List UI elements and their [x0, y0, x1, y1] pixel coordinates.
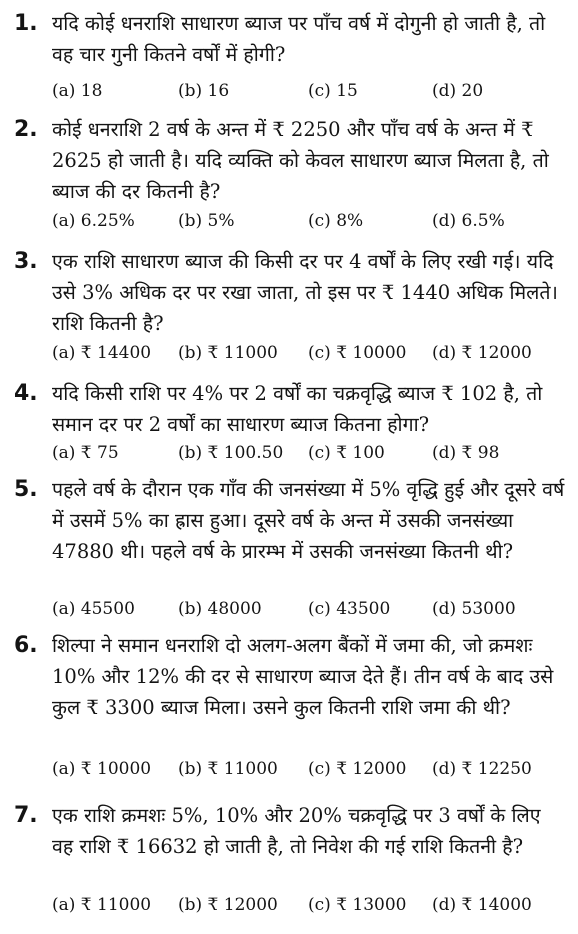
- option-c: (c) ₹ 100: [308, 443, 385, 463]
- question-text: यदि कोई धनराशि साधारण ब्याज पर पाँच वर्ष में दोगुनी हो जाती है, तो वह चार गुनी कितने वर्षों में होगी?: [52, 12, 546, 66]
- options-row: [52, 440, 567, 466]
- option-d: (d) 53000: [432, 599, 516, 619]
- options-row: [52, 340, 567, 366]
- option-b: (b) ₹ 11000: [178, 759, 278, 779]
- options-row: [52, 596, 567, 622]
- question-text: यदि किसी राशि पर 4% पर 2 वर्षों का चक्रवृद्धि ब्याज ₹ 102 है, तो समान दर पर 2 वर्षों का साधारण ब्याज कितना होगा?: [52, 382, 543, 436]
- option-d: (d) ₹ 98: [432, 443, 500, 463]
- question-number: 4.: [14, 381, 38, 406]
- option-d: (d) 20: [432, 81, 484, 101]
- option-a: (a) 45500: [52, 599, 135, 619]
- option-c: (c) 43500: [308, 599, 391, 619]
- option-a: (a) ₹ 11000: [52, 895, 152, 915]
- option-b: (b) ₹ 11000: [178, 343, 278, 363]
- option-a: (a) ₹ 14400: [52, 343, 152, 363]
- option-c: (c) 15: [308, 81, 358, 101]
- question-text: कोई धनराशि 2 वर्ष के अन्त में ₹ 2250 और पाँच वर्ष के अन्त में ₹ 2625 हो जाती है। यदि व्यक्ति को केवल साधारण ब्याज मिलता है, तो ब्याज की दर कितनी है?: [52, 118, 549, 203]
- option-c: (c) ₹ 10000: [308, 343, 407, 363]
- options-row: [52, 208, 567, 234]
- option-d: (d) ₹ 14000: [432, 895, 532, 915]
- question-text: एक राशि साधारण ब्याज की किसी दर पर 4 वर्षों के लिए रखी गई। यदि उसे 3% अधिक दर पर रखा जाता, तो इस पर ₹ 1440 अधिक मिलते। राशि कितनी है?: [52, 250, 558, 335]
- question-text: शिल्पा ने समान धनराशि दो अलग-अलग बैंकों में जमा की, जो क्रमशः 10% और 12% की दर से साधारण ब्याज देते हैं। तीन वर्ष के बाद उसे कुल ₹ 3300 ब्याज मिला। उसने कुल कितनी राशि जमा की थी?: [52, 634, 554, 719]
- question-number: 6.: [14, 633, 38, 658]
- question-number: 7.: [14, 803, 38, 828]
- question-number: 2.: [14, 117, 38, 142]
- option-b: (b) ₹ 12000: [178, 895, 278, 915]
- option-a: (a) 18: [52, 81, 103, 101]
- option-c: (c) ₹ 12000: [308, 759, 407, 779]
- option-a: (a) 6.25%: [52, 211, 135, 231]
- option-c: (c) ₹ 13000: [308, 895, 407, 915]
- option-a: (a) ₹ 10000: [52, 759, 152, 779]
- option-b: (b) 16: [178, 81, 230, 101]
- option-b: (b) ₹ 100.50: [178, 443, 284, 463]
- question-text: एक राशि क्रमशः 5%, 10% और 20% चक्रवृद्धि पर 3 वर्षों के लिए वह राशि ₹ 16632 हो जाती है, तो निवेश की गई राशि कितनी है?: [52, 804, 541, 858]
- option-c: (c) 8%: [308, 211, 364, 231]
- option-b: (b) 5%: [178, 211, 235, 231]
- option-d: (d) ₹ 12000: [432, 343, 532, 363]
- question-text: पहले वर्ष के दौरान एक गाँव की जनसंख्या में 5% वृद्धि हुई और दूसरे वर्ष में उसमें 5% का ह्रास हुआ। दूसरे वर्ष के अन्त में उसकी जनसंख्या 47880 थी। पहले वर्ष के प्रारम्भ में उसकी जनसंख्या कितनी थी?: [52, 478, 565, 563]
- option-b: (b) 48000: [178, 599, 262, 619]
- options-row: [52, 892, 567, 918]
- option-a: (a) ₹ 75: [52, 443, 119, 463]
- options-row: [52, 78, 567, 104]
- question-number: 5.: [14, 477, 38, 502]
- option-d: (d) 6.5%: [432, 211, 505, 231]
- options-row: [52, 756, 567, 782]
- question-number: 1.: [14, 11, 38, 36]
- question-number: 3.: [14, 249, 38, 274]
- option-d: (d) ₹ 12250: [432, 759, 532, 779]
